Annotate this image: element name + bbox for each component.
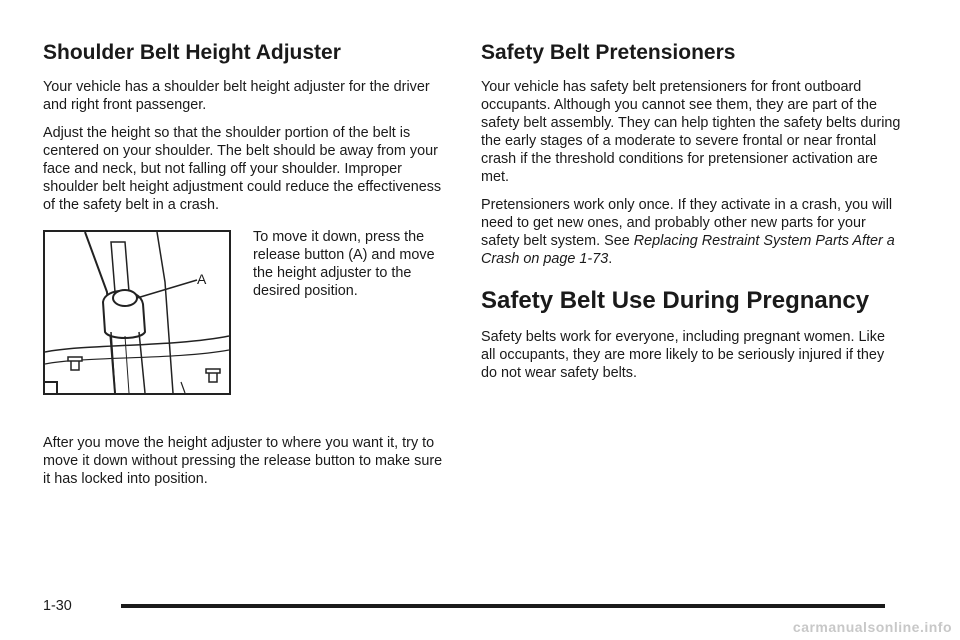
pretensioners-heading: Safety Belt Pretensioners: [481, 41, 736, 64]
figure-row: [43, 230, 448, 420]
pretensioners-once-end: .: [608, 251, 613, 267]
pregnancy-heading: Safety Belt Use During Pregnancy: [481, 287, 870, 314]
intro-paragraph: Your vehicle has a shoulder belt height adjuster for the driver and right front passenger.: [43, 79, 430, 113]
left-column: [43, 40, 448, 498]
figure-caption: To move it down, press the release button (A) and move the height adjuster to the desired position.: [253, 229, 435, 299]
pregnancy-paragraph: Safety belts work for everyone, including pregnant women. Like all occupants, they are more likely to be seriously injured if they do not wear safety belts.: [481, 329, 885, 381]
figure-label-a: A: [197, 271, 207, 287]
replacing-parts-reference[interactable]: Replacing Restraint System Parts After a Crash on page 1-73: [481, 233, 895, 267]
belt-adjuster-drawing: [45, 232, 229, 393]
adjust-paragraph: Adjust the height so that the shoulder portion of the belt is centered on your shoulder. The belt should be away from your face and neck, but not falling off your shoulder. Improper shoulder belt height adjustment could reduce the effectiveness of the safety belt in a crash.: [43, 125, 442, 213]
pretensioners-paragraph: Your vehicle has safety belt pretensioners for front outboard occupants. Although you cannot see them, they are part of the safety belt assembly. They can help tighten the safety belts during the early stages of a moderate to severe frontal or near frontal crash if the threshold conditions for pretensioner activation are met.: [481, 79, 901, 185]
pretensioners-once-text: Pretensioners work only once. If they activate in a crash, you will need to get new ones, and probably other new parts for your safety belt system. See: [481, 197, 893, 249]
shoulder-belt-heading: Shoulder Belt Height Adjuster: [43, 41, 341, 64]
page-number: 1-30: [43, 598, 72, 614]
height-adjuster-illustration: [43, 230, 231, 395]
after-adjust-paragraph: After you move the height adjuster to where you want it, try to move it down without pressing the release button to make sure it has locked into position.: [43, 435, 443, 487]
footer-rule: [121, 604, 885, 608]
site-watermark: carmanualsonline.info: [792, 619, 952, 635]
pretensioners-once-paragraph: [481, 196, 901, 268]
right-column: [481, 40, 901, 392]
